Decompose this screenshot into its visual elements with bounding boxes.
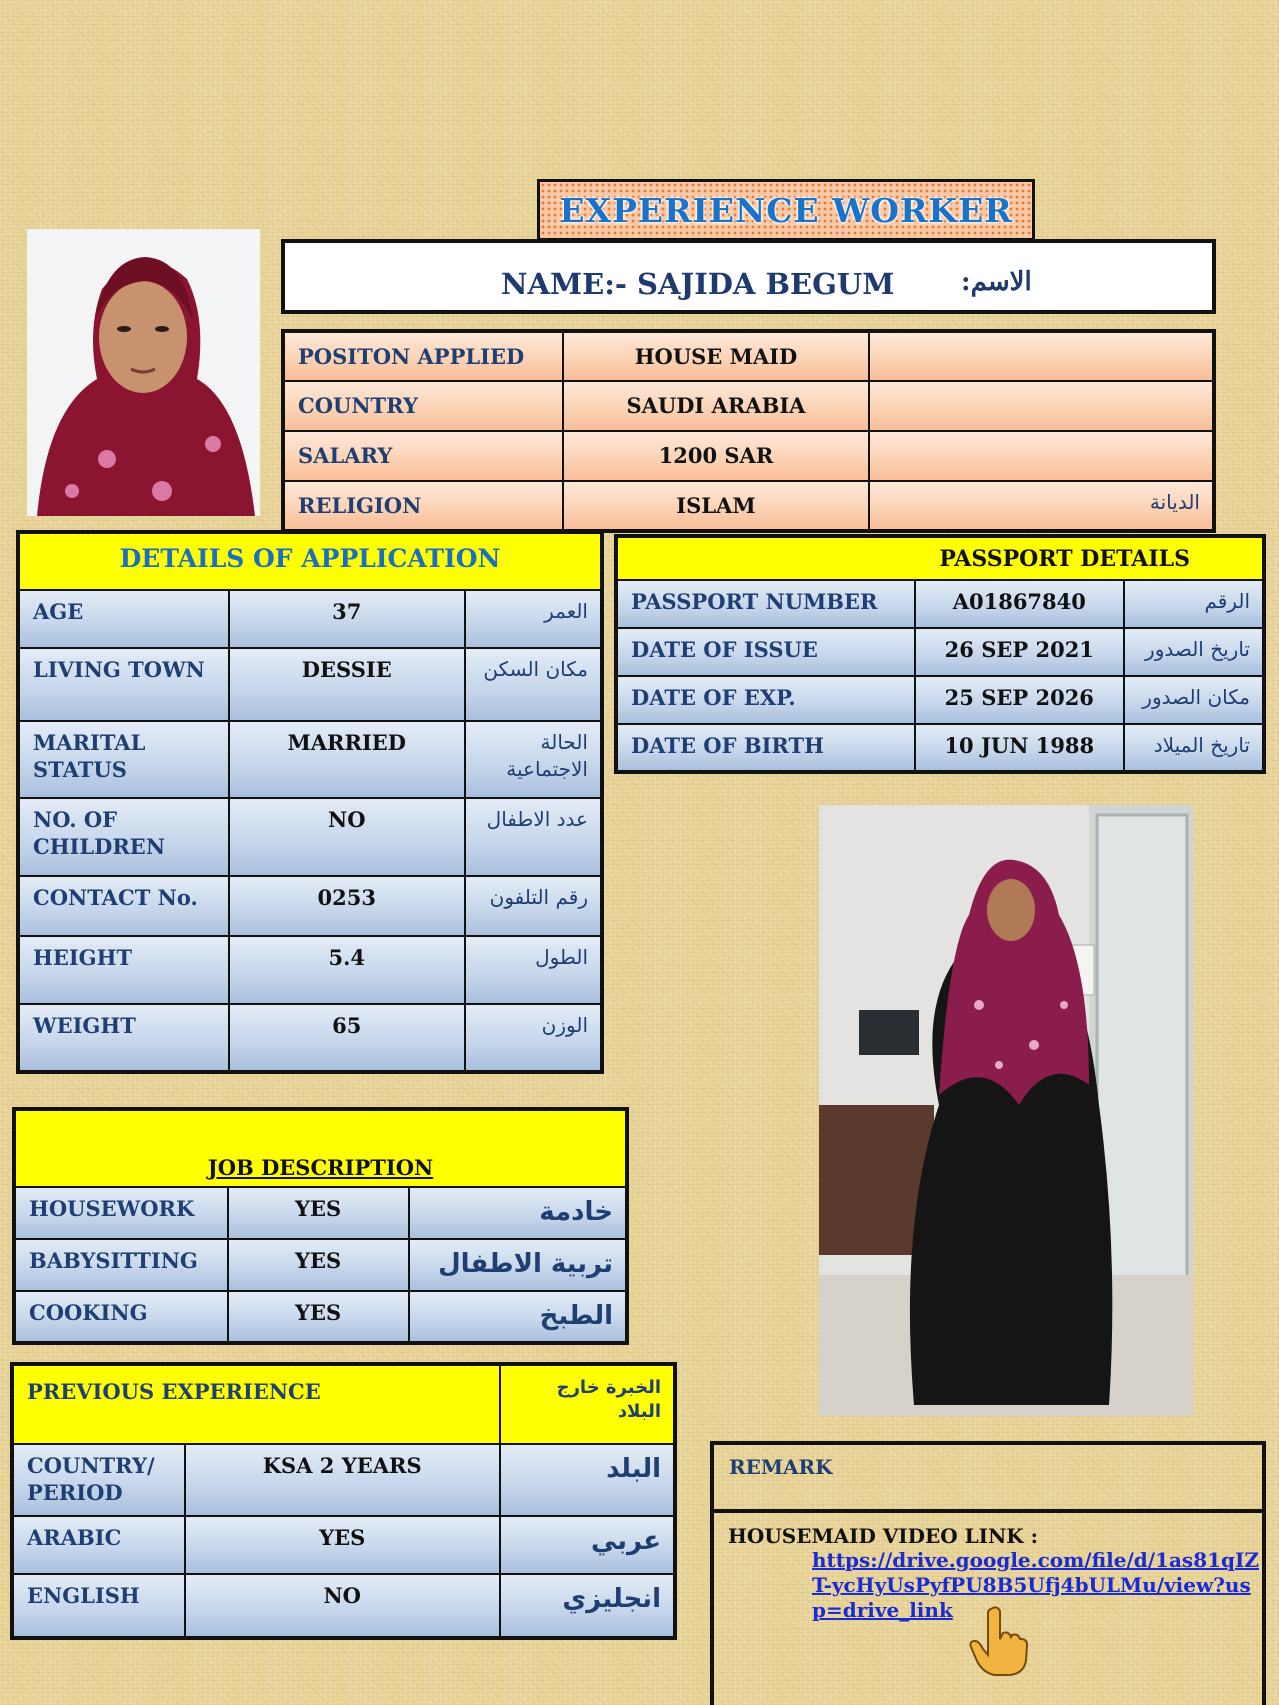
page-title: EXPERIENCE WORKER: [559, 190, 1013, 230]
row-label: RELIGION: [283, 481, 563, 531]
passport-rows-row: [616, 676, 1264, 724]
row-label: AGE: [18, 590, 229, 648]
row-label: LIVING TOWN: [18, 648, 229, 721]
row-value: YES: [185, 1516, 500, 1574]
row-arabic-label: تاريخ الميلاد: [1124, 724, 1264, 772]
previous-rows-row: [12, 1574, 675, 1638]
row-arabic-label: البلد: [500, 1444, 675, 1516]
row-value: 1200 SAR: [563, 431, 869, 481]
row-value: YES: [228, 1291, 409, 1343]
row-arabic-label: الحالة الاجتماعية: [465, 721, 602, 798]
position_table-row: [283, 431, 1214, 481]
row-value: SAUDI ARABIA: [563, 381, 869, 431]
row-arabic-label: [869, 331, 1214, 381]
row-value: 5.4: [229, 936, 465, 1004]
row-arabic-label: تربية الاطفال: [409, 1239, 627, 1291]
row-value: 65: [229, 1004, 465, 1072]
row-label: PASSPORT NUMBER: [616, 580, 915, 628]
row-label: DATE OF ISSUE: [616, 628, 915, 676]
row-value: 37: [229, 590, 465, 648]
details-rows-row: [18, 798, 602, 876]
row-arabic-label: مكان السكن: [465, 648, 602, 721]
job-table: [12, 1107, 629, 1345]
details-rows-row: [18, 936, 602, 1004]
name-box: [281, 239, 1216, 314]
previous-heading-arabic: الخبرة خارج البلاد: [500, 1364, 675, 1444]
row-arabic-label: عربي: [500, 1516, 675, 1574]
row-label: SALARY: [283, 431, 563, 481]
row-arabic-label: الديانة: [869, 481, 1214, 531]
row-label: BABYSITTING: [14, 1239, 228, 1291]
details-heading: DETAILS OF APPLICATION: [18, 532, 602, 590]
row-arabic-label: عدد الاطفال: [465, 798, 602, 876]
row-value: 26 SEP 2021: [915, 628, 1124, 676]
row-arabic-label: الطبخ: [409, 1291, 627, 1343]
job-rows-row: [14, 1239, 627, 1291]
pointing-hand-icon: [969, 1605, 1029, 1677]
row-value: HOUSE MAID: [563, 331, 869, 381]
row-value: 25 SEP 2026: [915, 676, 1124, 724]
row-value: 10 JUN 1988: [915, 724, 1124, 772]
details-rows-row: [18, 590, 602, 648]
position_table-row: [283, 381, 1214, 431]
worker-name: NAME:- SAJIDA BEGUM: [501, 267, 895, 301]
job-rows-row: [14, 1187, 627, 1239]
row-arabic-label: الطول: [465, 936, 602, 1004]
row-label: POSITON APPLIED: [283, 331, 563, 381]
row-label: COOKING: [14, 1291, 228, 1343]
row-label: COUNTRY: [283, 381, 563, 431]
row-arabic-label: العمر: [465, 590, 602, 648]
worker-name-arabic-label: الاسم:: [961, 267, 1032, 297]
row-value: NO: [229, 798, 465, 876]
passport-rows-row: [616, 628, 1264, 676]
row-arabic-label: خادمة: [409, 1187, 627, 1239]
row-label: CONTACT No.: [18, 876, 229, 936]
row-value: A01867840: [915, 580, 1124, 628]
passport-heading: PASSPORT DETAILS: [616, 536, 1264, 580]
row-label: ARABIC: [12, 1516, 185, 1574]
title-banner: [537, 179, 1035, 241]
job-rows-row: [14, 1291, 627, 1343]
row-label: HOUSEWORK: [14, 1187, 228, 1239]
row-label: DATE OF BIRTH: [616, 724, 915, 772]
position-table: [281, 329, 1216, 533]
row-arabic-label: تاريخ الصدور: [1124, 628, 1264, 676]
row-label: HEIGHT: [18, 936, 229, 1004]
previous-heading: PREVIOUS EXPERIENCE: [12, 1364, 500, 1444]
row-value: 0253: [229, 876, 465, 936]
video-link-label: HOUSEMAID VIDEO LINK :: [728, 1524, 1039, 1548]
previous-rows-row: [12, 1444, 675, 1516]
row-value: NO: [185, 1574, 500, 1638]
row-value: KSA 2 YEARS: [185, 1444, 500, 1516]
row-value: YES: [228, 1239, 409, 1291]
worker-full-body-photo: [819, 805, 1193, 1416]
row-value: YES: [228, 1187, 409, 1239]
row-arabic-label: رقم التلفون: [465, 876, 602, 936]
details-rows-row: [18, 876, 602, 936]
row-label: ENGLISH: [12, 1574, 185, 1638]
passport-rows-row: [616, 580, 1264, 628]
row-label: DATE OF EXP.: [616, 676, 915, 724]
position_table-row: [283, 331, 1214, 381]
details-table: [16, 530, 604, 1074]
previous-rows-row: [12, 1516, 675, 1574]
row-arabic-label: [869, 381, 1214, 431]
passport-rows-row: [616, 724, 1264, 772]
row-arabic-label: [869, 431, 1214, 481]
remark-label: REMARK: [729, 1455, 833, 1479]
row-arabic-label: مكان الصدور: [1124, 676, 1264, 724]
previous-experience-table: [10, 1362, 677, 1640]
row-arabic-label: الرقم: [1124, 580, 1264, 628]
passport-table: [614, 534, 1266, 774]
video-link[interactable]: https://drive.google.com/file/d/1as81qIZT-ycHyUsPyfPU8B5Ufj4bULMu/view?usp=drive_link: [812, 1548, 1259, 1622]
remark-divider: [714, 1509, 1262, 1513]
details-rows-row: [18, 648, 602, 721]
row-value: DESSIE: [229, 648, 465, 721]
row-arabic-label: الوزن: [465, 1004, 602, 1072]
job-heading: JOB DESCRIPTION: [14, 1109, 627, 1187]
details-rows-row: [18, 721, 602, 798]
row-value: MARRIED: [229, 721, 465, 798]
remark-box: [710, 1441, 1266, 1705]
row-label: WEIGHT: [18, 1004, 229, 1072]
row-value: ISLAM: [563, 481, 869, 531]
worker-portrait-photo: [27, 229, 260, 516]
row-arabic-label: انجليزي: [500, 1574, 675, 1638]
row-label: NO. OF CHILDREN: [18, 798, 229, 876]
position_table-row: [283, 481, 1214, 531]
details-rows-row: [18, 1004, 602, 1072]
row-label: COUNTRY/ PERIOD: [12, 1444, 185, 1516]
row-label: MARITAL STATUS: [18, 721, 229, 798]
